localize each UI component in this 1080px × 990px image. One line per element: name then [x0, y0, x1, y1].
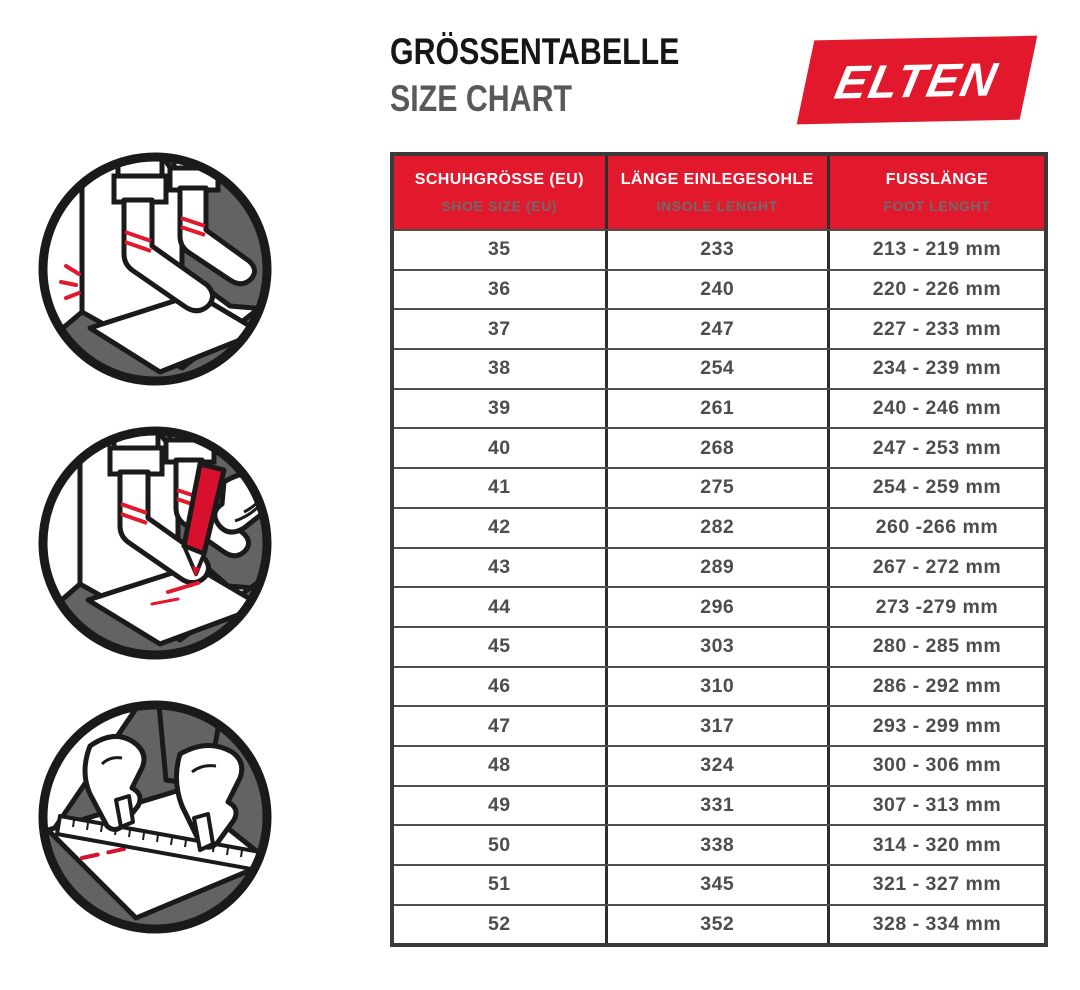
- cell-foot-length: 227 - 233 mm: [827, 310, 1044, 348]
- table-row: [394, 904, 1044, 944]
- table-row: [394, 467, 1044, 507]
- cell-insole-length: 247: [605, 310, 827, 348]
- table-row: [394, 269, 1044, 309]
- cell-shoe-size: 43: [487, 555, 511, 578]
- table-row: [394, 229, 1044, 269]
- cell-insole-length: 352: [605, 906, 827, 944]
- header-shoe-size-de: SCHUHGRÖSSE (EU): [414, 171, 584, 188]
- header-insole-length-de: LÄNGE EINLEGESOHLE: [620, 171, 814, 188]
- cell-insole-length: 254: [605, 350, 827, 388]
- size-table-header: [394, 156, 1044, 229]
- cell-foot-length: 240 - 246 mm: [827, 390, 1044, 428]
- cell-foot-length: 314 - 320 mm: [827, 826, 1044, 864]
- header-foot-length-en: FOOT LENGHT: [883, 198, 991, 214]
- cell-foot-length: 234 - 239 mm: [827, 350, 1044, 388]
- table-row: [394, 348, 1044, 388]
- elten-logo-text: ELTEN: [830, 51, 1004, 109]
- cell-foot-length: 247 - 253 mm: [827, 429, 1044, 467]
- title-german: GRÖSSENTABELLE: [390, 31, 680, 72]
- table-row: [394, 864, 1044, 904]
- page-title: [390, 28, 743, 122]
- measure-step-heel-wall-icon: [32, 146, 278, 392]
- cell-insole-length: 338: [605, 826, 827, 864]
- cell-shoe-size: 52: [487, 913, 511, 936]
- table-row: [394, 824, 1044, 864]
- cell-foot-length: 260 -266 mm: [827, 509, 1044, 547]
- table-row: [394, 705, 1044, 745]
- cell-foot-length: 307 - 313 mm: [827, 787, 1044, 825]
- size-table-body: [394, 229, 1044, 943]
- cell-insole-length: 240: [605, 271, 827, 309]
- cell-foot-length: 328 - 334 mm: [827, 906, 1044, 944]
- cell-foot-length: 286 - 292 mm: [827, 668, 1044, 706]
- header-foot-length: [827, 156, 1044, 229]
- cell-insole-length: 331: [605, 787, 827, 825]
- cell-insole-length: 282: [605, 509, 827, 547]
- measure-step-mark-toe-icon: [32, 420, 278, 666]
- table-row: [394, 547, 1044, 587]
- cell-foot-length: 220 - 226 mm: [827, 271, 1044, 309]
- cell-shoe-size: 50: [487, 833, 511, 856]
- cell-shoe-size: 46: [487, 674, 511, 697]
- cell-foot-length: 280 - 285 mm: [827, 628, 1044, 666]
- cell-insole-length: 268: [605, 429, 827, 467]
- size-table: [390, 152, 1048, 947]
- cell-shoe-size: 41: [487, 476, 511, 499]
- cell-shoe-size: 49: [487, 793, 511, 816]
- cell-insole-length: 324: [605, 747, 827, 785]
- cell-shoe-size: 45: [487, 635, 511, 658]
- cell-foot-length: 300 - 306 mm: [827, 747, 1044, 785]
- measure-step-ruler-icon: [32, 694, 278, 940]
- table-row: [394, 427, 1044, 467]
- table-row: [394, 626, 1044, 666]
- cell-shoe-size: 35: [487, 238, 511, 261]
- cell-shoe-size: 39: [487, 397, 511, 420]
- cell-foot-length: 267 - 272 mm: [827, 549, 1044, 587]
- cell-insole-length: 296: [605, 588, 827, 626]
- table-row: [394, 745, 1044, 785]
- cell-shoe-size: 51: [487, 873, 511, 896]
- table-row: [394, 388, 1044, 428]
- cell-insole-length: 303: [605, 628, 827, 666]
- cell-shoe-size: 37: [487, 317, 511, 340]
- header-foot-length-de: FUSSLÄNGE: [885, 171, 989, 188]
- cell-insole-length: 310: [605, 668, 827, 706]
- cell-shoe-size: 36: [487, 278, 511, 301]
- cell-insole-length: 289: [605, 549, 827, 587]
- header-shoe-size: [394, 156, 605, 229]
- table-row: [394, 507, 1044, 547]
- cell-shoe-size: 44: [487, 595, 511, 618]
- cell-foot-length: 273 -279 mm: [827, 588, 1044, 626]
- cell-insole-length: 317: [605, 707, 827, 745]
- table-row: [394, 666, 1044, 706]
- title-english: SIZE CHART: [390, 78, 573, 119]
- table-row: [394, 586, 1044, 626]
- cell-insole-length: 261: [605, 390, 827, 428]
- elten-logo: [797, 36, 1038, 125]
- header-shoe-size-en: SHOE SIZE (EU): [441, 198, 558, 214]
- cell-shoe-size: 42: [487, 516, 511, 539]
- cell-shoe-size: 40: [487, 436, 511, 459]
- table-row: [394, 785, 1044, 825]
- cell-foot-length: 293 - 299 mm: [827, 707, 1044, 745]
- header-insole-length-en: INSOLE LENGHT: [656, 198, 778, 214]
- cell-shoe-size: 47: [487, 714, 511, 737]
- cell-foot-length: 321 - 327 mm: [827, 866, 1044, 904]
- header-insole-length: [605, 156, 827, 229]
- cell-shoe-size: 48: [487, 754, 511, 777]
- cell-foot-length: 213 - 219 mm: [827, 231, 1044, 269]
- cell-shoe-size: 38: [487, 357, 511, 380]
- cell-insole-length: 345: [605, 866, 827, 904]
- cell-foot-length: 254 - 259 mm: [827, 469, 1044, 507]
- cell-insole-length: 275: [605, 469, 827, 507]
- cell-insole-length: 233: [605, 231, 827, 269]
- table-row: [394, 308, 1044, 348]
